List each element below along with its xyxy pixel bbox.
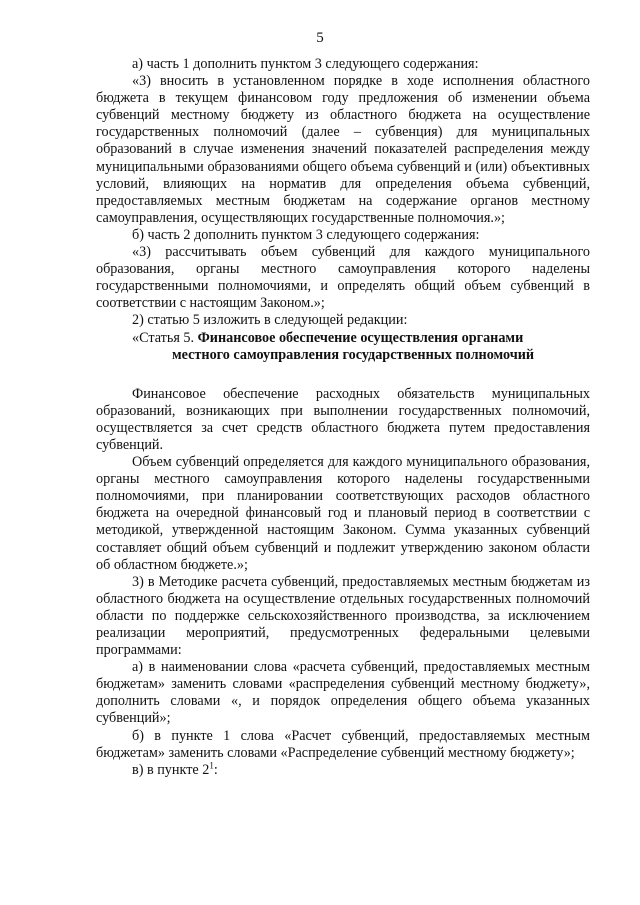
paragraph-5: 2) статью 5 изложить в следующей редакции: <box>132 312 408 329</box>
paragraph-8: 3) в Методике расчета субвенций, предоставляемых местным бюджетам из областного бюджета на осуществление отдельных государственных полномочий области по поддержке сельскохозяйственного производства, за исключением реализации мероприятий, предусмотренных федеральными целевыми программами: <box>96 573 590 659</box>
last-item-text: в) в пункте 2 <box>132 761 210 778</box>
article-prefix: «Статья 5. <box>132 329 198 346</box>
paragraph-6: Финансовое обеспечение расходных обязательств муниципальных образований, возникающих при выполнении государственных полномочий, осуществляется за счет средств областного бюджета путем предоставления субвенций. <box>96 385 590 453</box>
paragraph-9: а) в наименовании слова «расчета субвенций, предоставляемых местным бюджетам» заменить словами «распределения субвенций местному бюджету», дополнить словами «, и порядок определения общего объема указанных субвенций»; <box>96 659 590 727</box>
paragraph-3: б) часть 2 дополнить пунктом 3 следующего содержания: <box>132 226 480 243</box>
article-heading <box>96 330 590 347</box>
paragraph-10: б) в пункте 1 слова «Расчет субвенций, предоставляемых местным бюджетам» заменить словами «Распределение субвенций местному бюджету»; <box>96 727 590 761</box>
paragraph-7: Объем субвенций определяется для каждого муниципального образования, органы местного самоуправления которого наделены государственными полномочиями, при планировании соответствующих расходов областного бюджета на очередной финансовый год и плановый период в соответствии с методикой, утвержденной настоящим Законом. Сумма указанных субвенций составляет общий объем субвенций и подлежит утверждению законом области об областном бюджете.»; <box>96 454 590 573</box>
document-body <box>96 56 590 779</box>
paragraph-4: «3) рассчитывать объем субвенций для каждого муниципального образования, органы местного самоуправления которого наделены государственными полномочиями, и определять общий объем субвенций в соответствии с настоящим Законом.»; <box>96 244 590 312</box>
last-item-superscript: 1 <box>209 760 214 771</box>
paragraph-2: «3) вносить в установленном порядке в ходе исполнения областного бюджета в текущем финансовом году предложения об изменении объема субвенций местному бюджету из областного бюджета на осуществление государственных полномочий (далее – субвенция) для муниципальных образований в случае изменения значений показателей распределения между муниципальными образованиями общего объема субвенций и (или) объективных условий, влияющих на норматив для определения объема субвенций, предоставляемых местным бюджетам на содержание органов местному самоуправления, осуществляющих государственные полномочия.»; <box>96 73 590 226</box>
article-title-line2: местного самоуправления государственных полномочий <box>172 346 535 363</box>
paragraph-1: а) часть 1 дополнить пунктом 3 следующего содержания: <box>132 56 479 72</box>
page-number: 5 <box>316 30 324 46</box>
paragraph-11 <box>96 762 590 779</box>
last-item-suffix: : <box>213 761 218 778</box>
article-title-line1: Финансовое обеспечение осуществления органами <box>197 329 524 346</box>
